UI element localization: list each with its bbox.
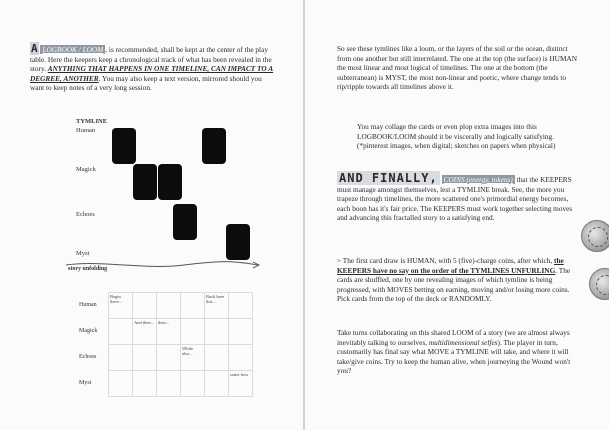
row-label-echoes: Echoes (76, 211, 95, 218)
grid-row-myst: Myst some how (78, 371, 253, 397)
tarot-card (226, 224, 250, 260)
diagram-title: TYMLINE (76, 118, 108, 125)
coins-paragraph: AND FINALLY, COINS (energy, tokens) that the KEEPERS must manage amongst themselves, lest a TYMLINE break. See, the more you trapeze through timelines, the more scattered one's primordial energy becomes, each boon has it's fair price. The KEEPERS must work together selecting moves and advancing this fractalled story to a satisfying end. (337, 171, 573, 223)
right-page (305, 0, 609, 430)
coin-image (581, 220, 609, 252)
collage-paragraph: You may collage the cards or even plop extra images into this LOGBOOK/LOOM should it be viscerally and logically satisfying. (*pinterest images, when digital; sketches on papers when physical) (357, 122, 556, 151)
coin-image (589, 268, 609, 300)
tarot-card (173, 204, 197, 240)
first-draw-paragraph: > The first card draw is HUMAN, with 5 (five)-charge coins, after which, the KEEPERS have no say on the order of the TYMLINES UNFURLING. The cards are shuffled, one by one revealing images of which tymline is being progressed, with MOVES betting on earning, moving and/or losing more coins. Pick cards from the top of the deck or RANDOMLY. (337, 256, 571, 304)
row-label-myst: Myst (76, 250, 90, 257)
logbook-highlight: LOGBOOK / LOOM (42, 45, 104, 54)
row-label-human: Human (76, 127, 96, 134)
keepers-emphasis: the KEEPERS have no say on the order of the TYMLINES UNFURLING (337, 256, 564, 275)
tymline-grid (78, 292, 253, 397)
and-finally-heading: AND FINALLY, (339, 171, 438, 185)
row-label-magick: Magick (76, 166, 96, 173)
tarot-card (133, 164, 157, 200)
tarot-card (202, 128, 226, 164)
logbook-paragraph: A LOGBOOK / LOOM , is recommended, shall be kept at the center of the play table. Here the keepers keep a chronological track of what has been revealed in the story. ANYTHING THAT HAPPENS IN ONE TIMELINE, CAN IMPACT TO A DEGREE, ANOTHER. You may also keep a text version, mirrored should you want to keep notes of a very long session. (30, 42, 274, 93)
arrow-label: story unfolding (68, 266, 108, 272)
left-page (0, 0, 303, 430)
grid-row-magick: Magick And then... then... (78, 319, 253, 345)
tarot-card (112, 128, 136, 164)
collaborate-paragraph: Take turns collaborating on this shared LOOM of a story (we are almost always inevitably talking to ourselves, multidimensional selfes). The player in turn, customarily has final say what MOVE a TYMLINE will take, and where it will take/give coins. Try to keep the human alive, when journeying the Wound won't you? (337, 328, 571, 376)
grid-row-echoes: Echoes While also... (78, 345, 253, 371)
lead-letter: A (31, 42, 38, 55)
tarot-card (158, 164, 182, 200)
grid-row-human: Human Begin there... Back here this... (78, 293, 253, 319)
loom-paragraph: So see these tymlines like a loom, or the layers of the soil or the ocean, distinct from one another but still interrelated. The one at the top (the surface) is HUMAN the most linear and most logical of timelines. The one at the bottom (the subterranean) is MYST, the most non-linear and poetic, where change tends to rip/ripple towards all timelines above it. (337, 44, 577, 92)
timeline-impact-emphasis: ANYTHING THAT HAPPENS IN ONE TIMELINE, CAN IMPACT TO A DEGREE, ANOTHER (30, 64, 274, 83)
coins-highlight: COINS (energy, tokens) (443, 175, 513, 184)
